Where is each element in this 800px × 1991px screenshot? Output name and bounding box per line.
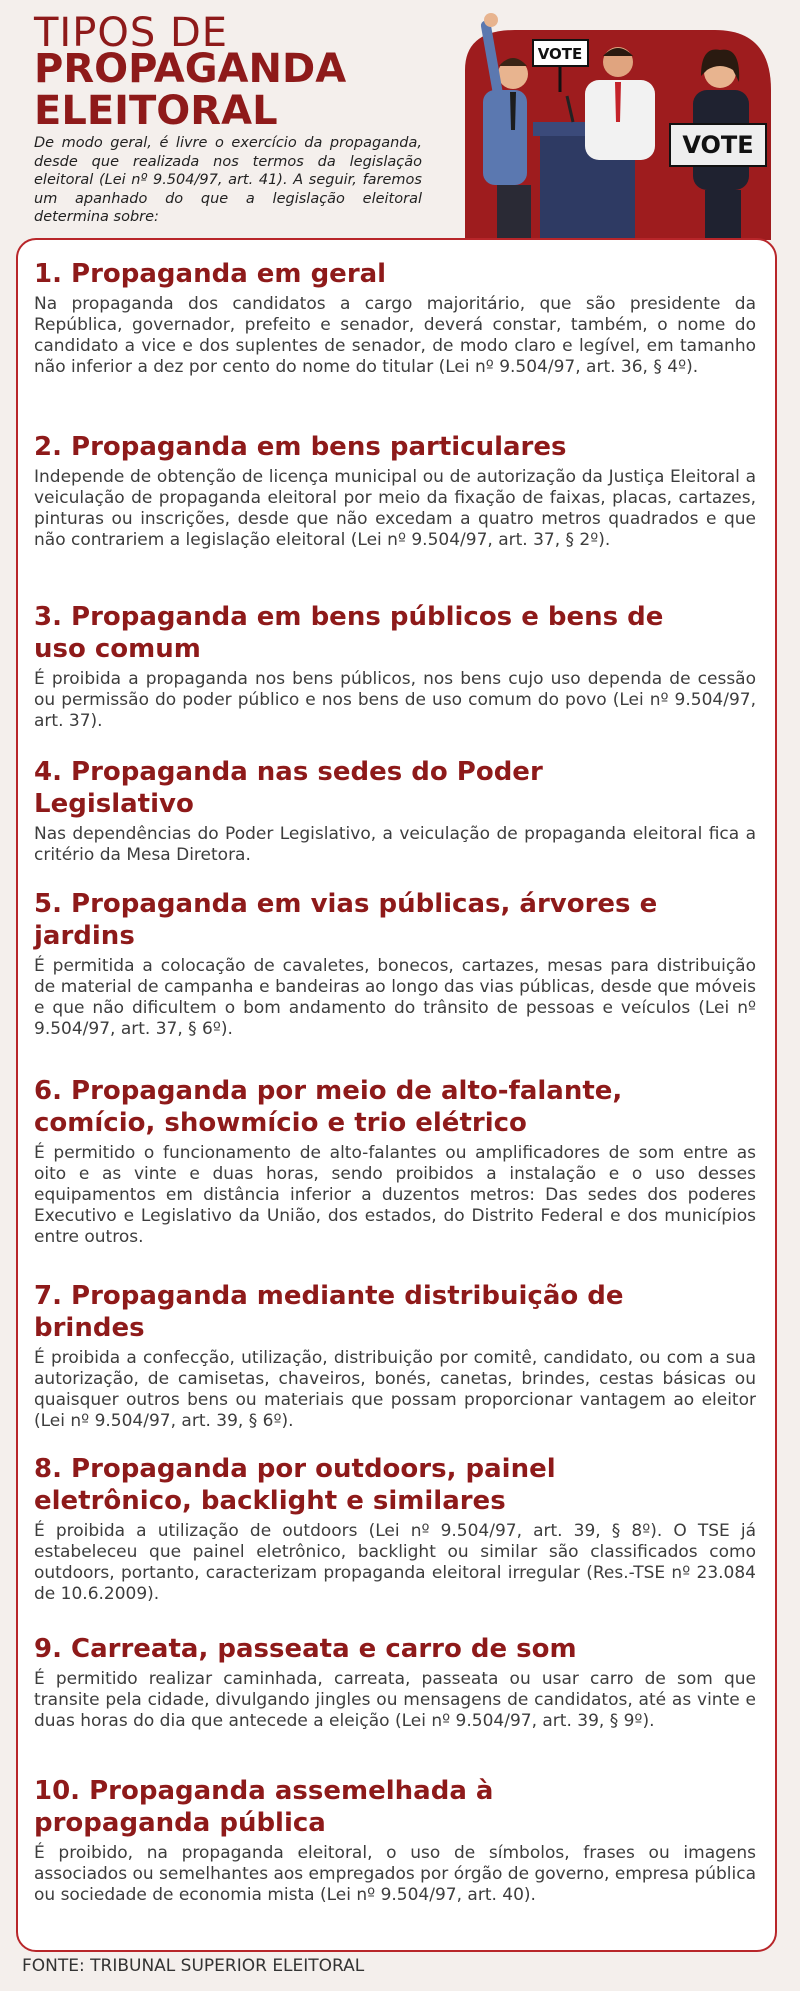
- section-title: 4. Propaganda nas sedes do Poder Legislativo: [34, 757, 543, 819]
- section-title: 2. Propaganda em bens particulares: [34, 432, 567, 462]
- right-woman-legs: [705, 190, 741, 240]
- source-footer: FONTE: TRIBUNAL SUPERIOR ELEITORAL: [22, 1956, 365, 1976]
- section-2: [34, 431, 756, 551]
- title-line-2: PROPAGANDA: [34, 46, 347, 92]
- section-body: É proibida a propaganda nos bens públicos, nos bens cujo uso dependa de cessão ou permissão do poder público e nos bens de uso comum do povo (Lei nº 9.504/97, art. 37).: [34, 669, 756, 731]
- section-title: 5. Propaganda em vias públicas, árvores e jardins: [34, 889, 658, 951]
- vote-sign-right-text: VOTE: [682, 131, 754, 159]
- header: [0, 0, 800, 240]
- section-title: 9. Carreata, passeata e carro de som: [34, 1634, 577, 1664]
- section-3: [34, 601, 756, 732]
- section-body: Nas dependências do Poder Legislativo, a veiculação de propaganda eleitoral fica a critério da Mesa Diretora.: [34, 824, 756, 865]
- left-man-legs: [497, 185, 531, 240]
- title-main: [34, 48, 346, 132]
- left-man-body: [483, 90, 527, 185]
- section-title: 7. Propaganda mediante distribuição de brindes: [34, 1281, 624, 1343]
- section-4: [34, 756, 756, 866]
- voters-illustration: [455, 10, 771, 240]
- section-body: É proibida a utilização de outdoors (Lei nº 9.504/97, art. 39, § 8º). O TSE já estabeleceu que painel eletrônico, backlight ou similar são classificados como outdoors, portanto, caracterizam propaganda eleitoral irregular (Res.-TSE nº 23.084 de 10.6.2009).: [34, 1521, 756, 1604]
- title-line-3: ELEITORAL: [34, 88, 278, 134]
- section-8: [34, 1453, 756, 1605]
- section-7: [34, 1280, 756, 1432]
- section-body: É proibida a confecção, utilização, distribuição por comitê, candidato, ou com a sua autorização, de camisetas, chaveiros, bonés, canetas, brindes, cestas básicas ou quaisquer outros bens ou materiais que possam proporcionar vantagem ao eleitor (Lei nº 9.504/97, art. 39, § 6º).: [34, 1348, 756, 1431]
- intro-text: De modo geral, é livre o exercício da propaganda, desde que realizada nos termos da legislação eleitoral (Lei nº 9.504/97, art. 41). A seguir, faremos um apanhado do que a legislação eleitoral determina sobre:: [34, 135, 422, 225]
- left-man-tie: [510, 92, 516, 130]
- section-1: [34, 258, 756, 378]
- section-10: [34, 1775, 756, 1906]
- section-title: 3. Propaganda em bens públicos e bens de uso comum: [34, 602, 664, 664]
- section-title: 10. Propaganda assemelhada à propaganda pública: [34, 1776, 494, 1838]
- section-9: [34, 1633, 756, 1732]
- section-6: [34, 1075, 756, 1248]
- section-body: Independe de obtenção de licença municipal ou de autorização da Justiça Eleitoral a veiculação de propaganda eleitoral por meio da fixação de faixas, placas, cartazes, pinturas ou inscrições, desde que não excedam a quatro metros quadrados e que não contrariem a legislação eleitoral (Lei nº 9.504/97, art. 37, § 2º).: [34, 467, 756, 550]
- section-title: 6. Propaganda por meio de alto-falante, comício, showmício e trio elétrico: [34, 1076, 623, 1138]
- center-man-tie: [615, 82, 621, 122]
- section-5: [34, 888, 756, 1040]
- section-body: É permitido o funcionamento de alto-falantes ou amplificadores de som entre as oito e as vinte e duas horas, sendo proibidos a instalação e o uso desses equipamentos em distância inferior a duzentos metros: Das sedes dos poderes Executivo e Legislativo da União, dos estados, do Distrito Federal e dos municípios entre outros.: [34, 1143, 756, 1247]
- left-man-fist: [484, 13, 498, 27]
- title-line-1: TIPOS DE: [34, 10, 229, 56]
- section-body: Na propaganda dos candidatos a cargo majoritário, que são presidente da República, governador, prefeito e senador, deverá constar, também, o nome do candidato a vice e dos suplentes de senador, de modo claro e legível, em tamanho não inferior a dez por cento do nome do titular (Lei nº 9.504/97, art. 36, § 4º).: [34, 294, 756, 377]
- section-body: É proibido, na propaganda eleitoral, o uso de símbolos, frases ou imagens associados ou semelhantes aos empregados por órgão de governo, empresa pública ou sociedade de economia mista (Lei nº 9.504/97, art. 40).: [34, 1843, 756, 1905]
- section-body: É permitida a colocação de cavaletes, bonecos, cartazes, mesas para distribuição de material de campanha e bandeiras ao longo das vias públicas, desde que móveis e que não dificultem o bom andamento do trânsito de pessoas e veículos (Lei nº 9.504/97, art. 37, § 6º).: [34, 956, 756, 1039]
- vote-sign-left-text: VOTE: [537, 45, 583, 63]
- section-title: 8. Propaganda por outdoors, painel eletrônico, backlight e similares: [34, 1454, 556, 1516]
- section-title: 1. Propaganda em geral: [34, 259, 387, 289]
- section-body: É permitido realizar caminhada, carreata, passeata ou usar carro de som que transite pela cidade, divulgando jingles ou mensagens de candidatos, até as vinte e duas horas do dia que antecede a eleição (Lei nº 9.504/97, art. 39, § 9º).: [34, 1669, 756, 1731]
